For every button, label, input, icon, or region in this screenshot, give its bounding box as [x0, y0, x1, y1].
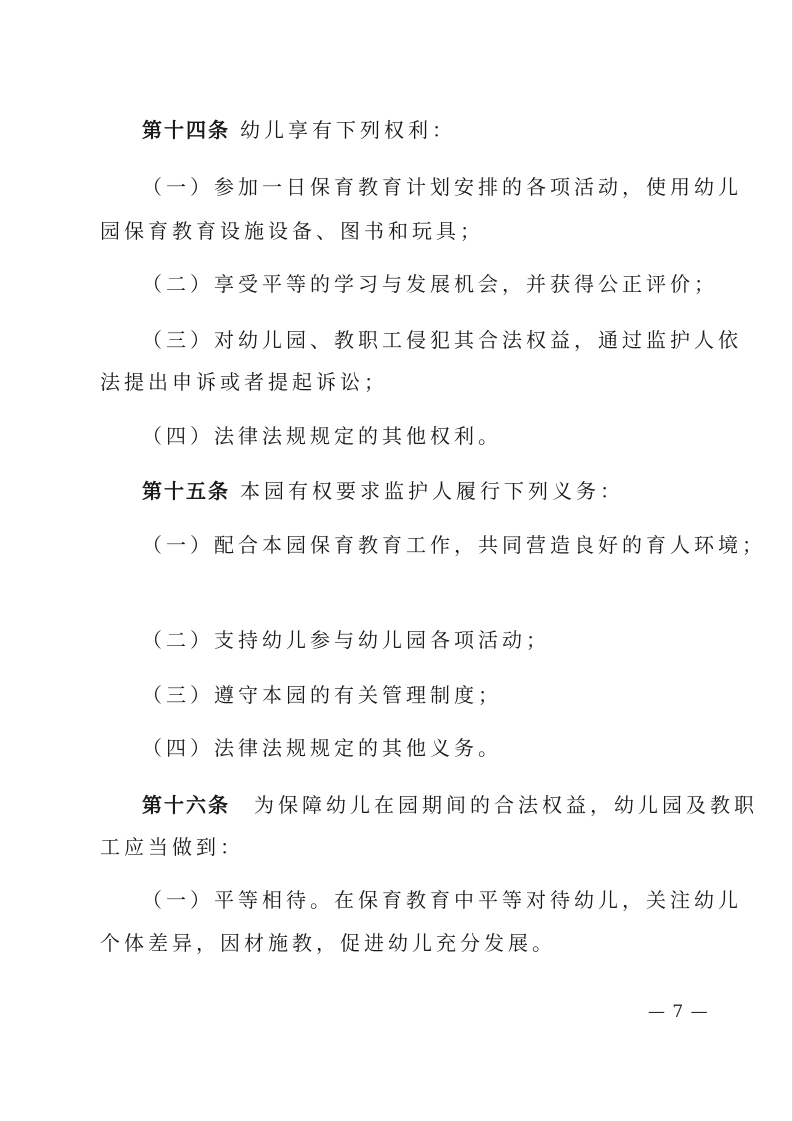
article-15-heading	[142, 479, 722, 503]
article-15-item-2: （二）支持幼儿参与幼儿园各项活动；	[142, 628, 550, 652]
article-16-intro-line-1: 为保障幼儿在园期间的合法权益，幼儿园及教职	[254, 793, 758, 817]
article-16-label: 第十六条	[142, 793, 230, 817]
article-14-label: 第十四条	[142, 118, 230, 142]
article-15-item-1: （一）配合本园保育教育工作，共同营造良好的育人环境；	[142, 533, 766, 557]
page-number: — 7 —	[648, 1002, 709, 1022]
article-14-item-1-line-1: （一）参加一日保育教育计划安排的各项活动，使用幼儿	[142, 175, 742, 199]
article-15-intro: 本园有权要求监护人履行下列义务：	[240, 479, 624, 503]
article-14-item-4: （四）法律法规规定的其他权利。	[142, 424, 502, 448]
article-14-item-3-line-1: （三）对幼儿园、教职工侵犯其合法权益，通过监护人依	[142, 328, 742, 352]
article-14-intro: 幼儿享有下列权利：	[240, 118, 456, 142]
article-14-heading	[142, 118, 722, 142]
article-14-item-1-line-2: 园保育教育设施设备、图书和玩具；	[100, 219, 484, 243]
article-16-item-1-line-2: 个体差异，因材施教，促进幼儿充分发展。	[100, 931, 556, 955]
article-14-item-3-line-2: 法提出申诉或者提起诉讼；	[100, 370, 388, 394]
article-16-item-1-line-1: （一）平等相待。在保育教育中平等对待幼儿，关注幼儿	[142, 888, 742, 912]
article-14-item-2: （二）享受平等的学习与发展机会，并获得公正评价；	[142, 272, 718, 296]
article-15-item-4: （四）法律法规规定的其他义务。	[142, 736, 502, 760]
article-16-intro-line-2: 工应当做到：	[100, 835, 244, 859]
article-16-heading	[142, 793, 758, 817]
article-15-label: 第十五条	[142, 479, 230, 503]
article-15-item-3: （三）遵守本园的有关管理制度；	[142, 683, 502, 707]
